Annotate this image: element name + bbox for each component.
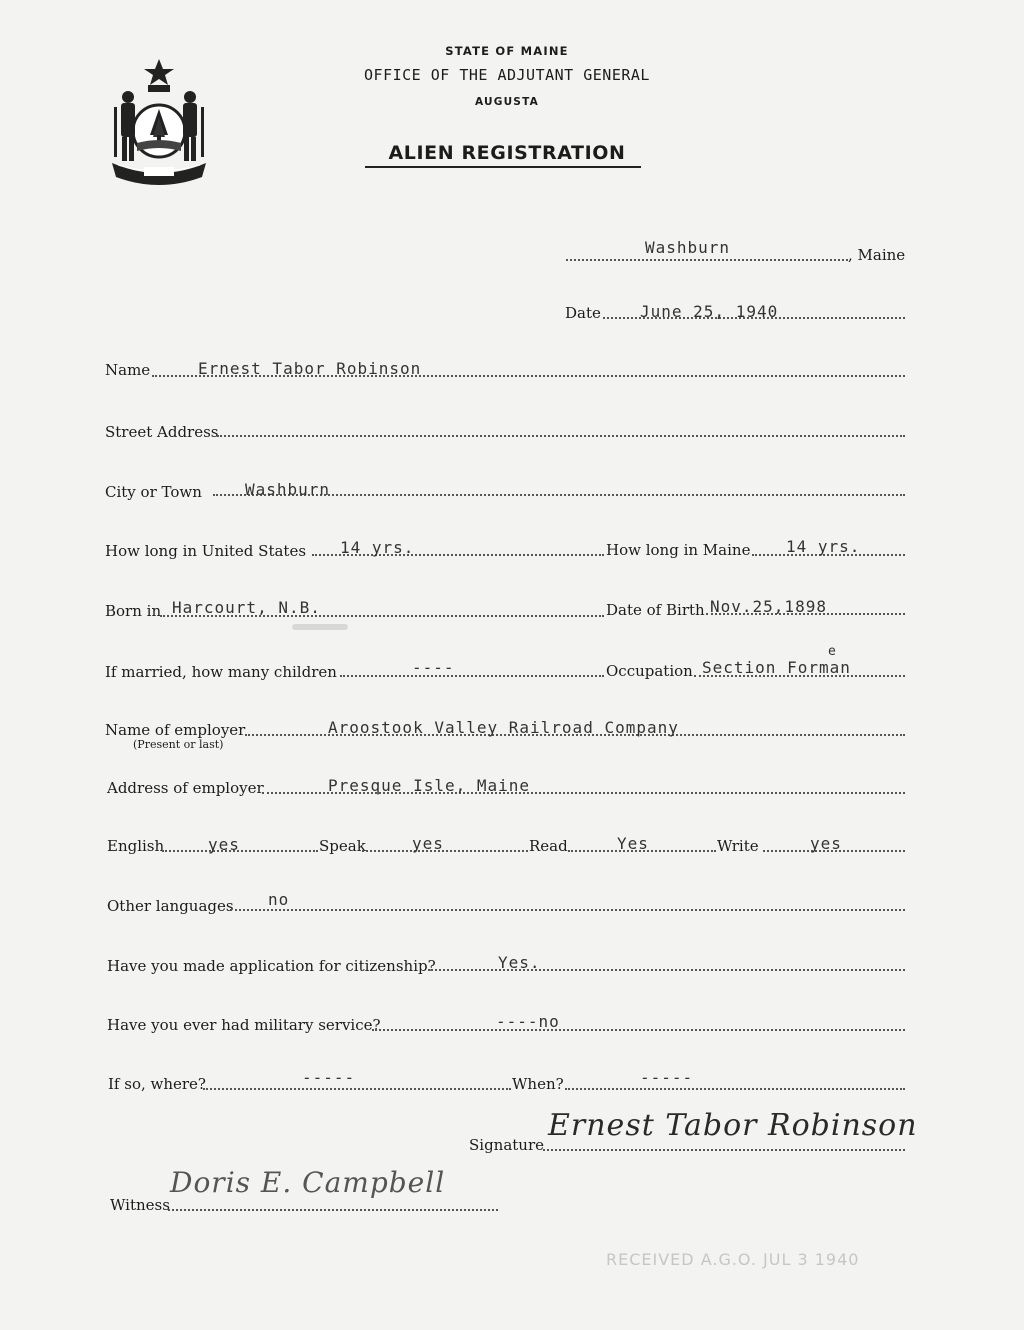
employer-address-label: Address of employer bbox=[107, 779, 264, 797]
employer-sublabel: (Present or last) bbox=[133, 738, 224, 751]
name-value: Ernest Tabor Robinson bbox=[198, 359, 422, 378]
other-languages-value: no bbox=[268, 890, 290, 909]
citizenship-value: Yes. bbox=[498, 953, 541, 972]
date-label: Date bbox=[565, 304, 601, 322]
employer-address-value: Presque Isle, Maine bbox=[328, 776, 531, 795]
where-label: If so, where? bbox=[108, 1075, 206, 1093]
military-label: Have you ever had military service? bbox=[107, 1016, 381, 1034]
signature-dotted-line bbox=[543, 1149, 905, 1151]
read-value: Yes bbox=[617, 834, 649, 853]
employer-value: Aroostook Valley Railroad Company bbox=[328, 718, 679, 737]
read-label: Read bbox=[529, 837, 568, 855]
city-value: Washburn bbox=[245, 480, 331, 499]
us-duration-label: How long in United States bbox=[105, 542, 307, 560]
english-dotted-line bbox=[162, 850, 318, 852]
form-title: ALIEN REGISTRATION bbox=[388, 142, 626, 164]
speak-value: yes bbox=[412, 834, 444, 853]
city-heading: AUGUSTA bbox=[475, 96, 539, 108]
signature-label: Signature bbox=[469, 1136, 545, 1154]
town-dotted-line bbox=[566, 259, 848, 261]
born-in-label: Born in bbox=[105, 602, 162, 620]
witness-dotted-line bbox=[168, 1209, 498, 1211]
speak-dotted-line bbox=[362, 850, 528, 852]
office-heading: OFFICE OF THE ADJUTANT GENERAL bbox=[364, 66, 650, 84]
witness-value: Doris E. Campbell bbox=[170, 1166, 446, 1199]
other-languages-dotted-line bbox=[230, 909, 905, 911]
when-dotted-line bbox=[565, 1088, 905, 1090]
dob-label: Date of Birth bbox=[606, 601, 705, 619]
born-in-value: Harcourt, N.B. bbox=[172, 598, 321, 617]
witness-label: Witness bbox=[110, 1196, 170, 1214]
ink-smudge bbox=[292, 624, 348, 630]
when-label: When? bbox=[512, 1075, 564, 1093]
maine-seal-logo bbox=[104, 55, 214, 185]
name-label: Name bbox=[105, 361, 151, 379]
maine-duration-label: How long in Maine bbox=[606, 541, 751, 559]
children-value: ---- bbox=[412, 658, 455, 677]
other-languages-label: Other languages bbox=[107, 897, 234, 915]
us-duration-value: 14 yrs. bbox=[340, 538, 415, 557]
town-value: Washburn bbox=[645, 238, 731, 257]
maine-duration-value: 14 yrs. bbox=[786, 537, 861, 556]
city-label: City or Town bbox=[105, 483, 202, 501]
occupation-correction: e bbox=[828, 644, 837, 659]
military-value: ----no bbox=[496, 1012, 560, 1031]
speak-label: Speak bbox=[319, 837, 366, 855]
town-suffix: , Maine bbox=[848, 246, 906, 264]
military-dotted-line bbox=[372, 1029, 905, 1031]
occupation-label: Occupation bbox=[606, 662, 693, 680]
date-value: June 25, 1940 bbox=[640, 302, 779, 321]
write-label: Write bbox=[717, 837, 759, 855]
where-value: ----- bbox=[302, 1068, 356, 1087]
state-heading: STATE OF MAINE bbox=[445, 44, 569, 58]
where-dotted-line bbox=[203, 1088, 511, 1090]
signature-value: Ernest Tabor Robinson bbox=[548, 1108, 918, 1143]
title-underline bbox=[365, 166, 641, 168]
children-label: If married, how many children bbox=[105, 663, 337, 681]
received-stamp: RECEIVED A.G.O. JUL 3 1940 bbox=[606, 1250, 860, 1269]
english-label: English bbox=[107, 837, 165, 855]
children-dotted-line bbox=[340, 675, 604, 677]
employer-label: Name of employer bbox=[105, 721, 246, 739]
dob-value: Nov.25,1898 bbox=[710, 597, 827, 616]
write-value: yes bbox=[810, 834, 842, 853]
street-label: Street Address bbox=[105, 423, 219, 441]
when-value: ----- bbox=[640, 1068, 694, 1087]
occupation-value: Section Forman bbox=[702, 658, 851, 677]
street-dotted-line bbox=[217, 435, 905, 437]
citizenship-label: Have you made application for citizenship? bbox=[107, 957, 436, 975]
english-value: yes bbox=[208, 835, 240, 854]
